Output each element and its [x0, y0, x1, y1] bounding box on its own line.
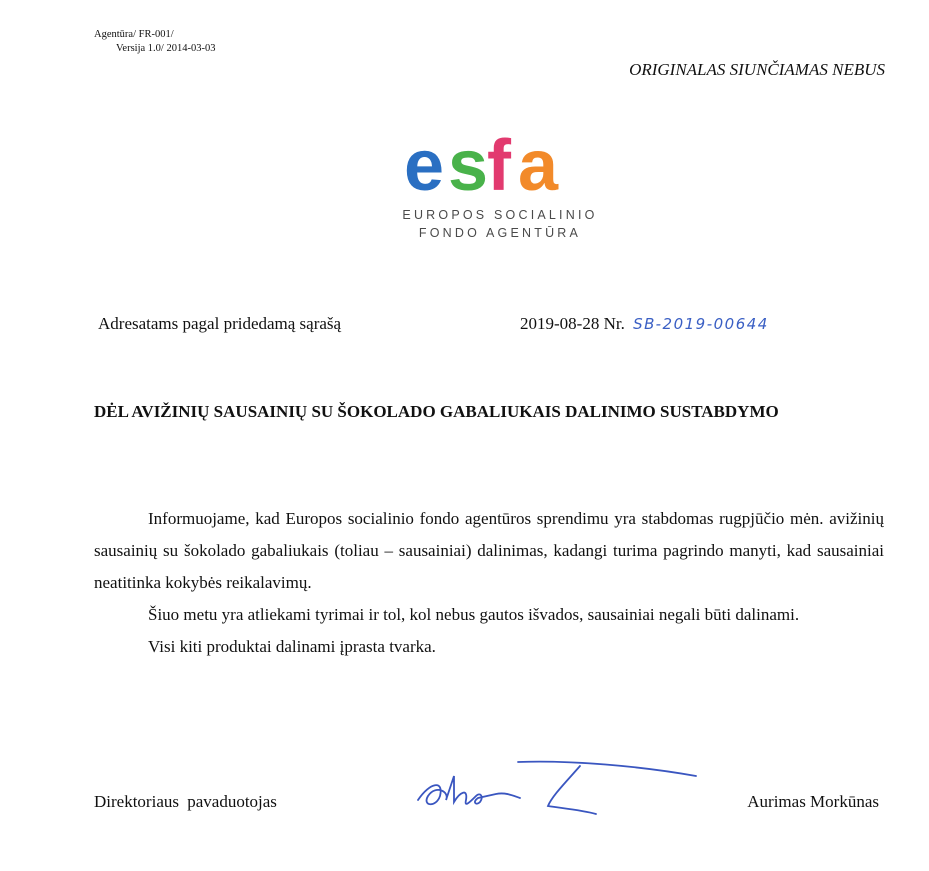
form-code	[94, 28, 215, 56]
recipient: Adresatams pagal pridedamą sąrašą	[98, 314, 342, 333]
signature-icon	[410, 752, 710, 822]
esfa-logo	[398, 118, 608, 198]
agency-name	[360, 206, 640, 242]
paragraph-3: Visi kiti produktai dalinami įprasta tvarka.	[148, 637, 436, 656]
signatory-name: Aurimas Morkūnas	[747, 792, 879, 811]
paragraph-1: Informuojame, kad Europos socialinio fondo agentūros sprendimu yra stabdomas rugpjūčio mėn. avižinių sausainių su šokolado gabaliukais (toliau – sausainiai) dalinimas, kadangi turima pagrindo manyti, kad sausainiai neatitinka kokybės reikalavimų.	[94, 509, 884, 592]
form-code-line1: Agentūra/ FR-001/	[94, 29, 174, 40]
logo-letter-s: s	[448, 126, 489, 198]
registration-number: SB-2019-00644	[633, 315, 769, 333]
agency-line1: EUROPOS SOCIALINIO	[402, 208, 598, 222]
date-prefix: 2019-08-28 Nr.	[520, 314, 625, 333]
logo-letter-f: f	[487, 126, 511, 198]
date-number-line	[520, 314, 769, 334]
original-notice: ORIGINALAS SIUNČIAMAS NEBUS	[629, 60, 885, 79]
document-body	[94, 503, 884, 663]
logo-letter-e: e	[404, 126, 445, 198]
signatory-position: Direktoriaus pavaduotojas	[94, 792, 277, 811]
esfa-logo-mark	[398, 118, 608, 198]
logo-letter-a: a	[518, 126, 559, 198]
form-code-line2: Versija 1.0/ 2014-03-03	[116, 43, 216, 54]
handwritten-signature	[410, 752, 710, 827]
agency-line2: FONDO AGENTŪRA	[418, 226, 582, 240]
paragraph-2: Šiuo metu yra atliekami tyrimai ir tol, kol nebus gautos išvados, sausainiai negali būti dalinami.	[148, 605, 800, 624]
document-title: DĖL AVIŽINIŲ SAUSAINIŲ SU ŠOKOLADO GABALIUKAIS DALINIMO SUSTABDYMO	[94, 402, 779, 421]
